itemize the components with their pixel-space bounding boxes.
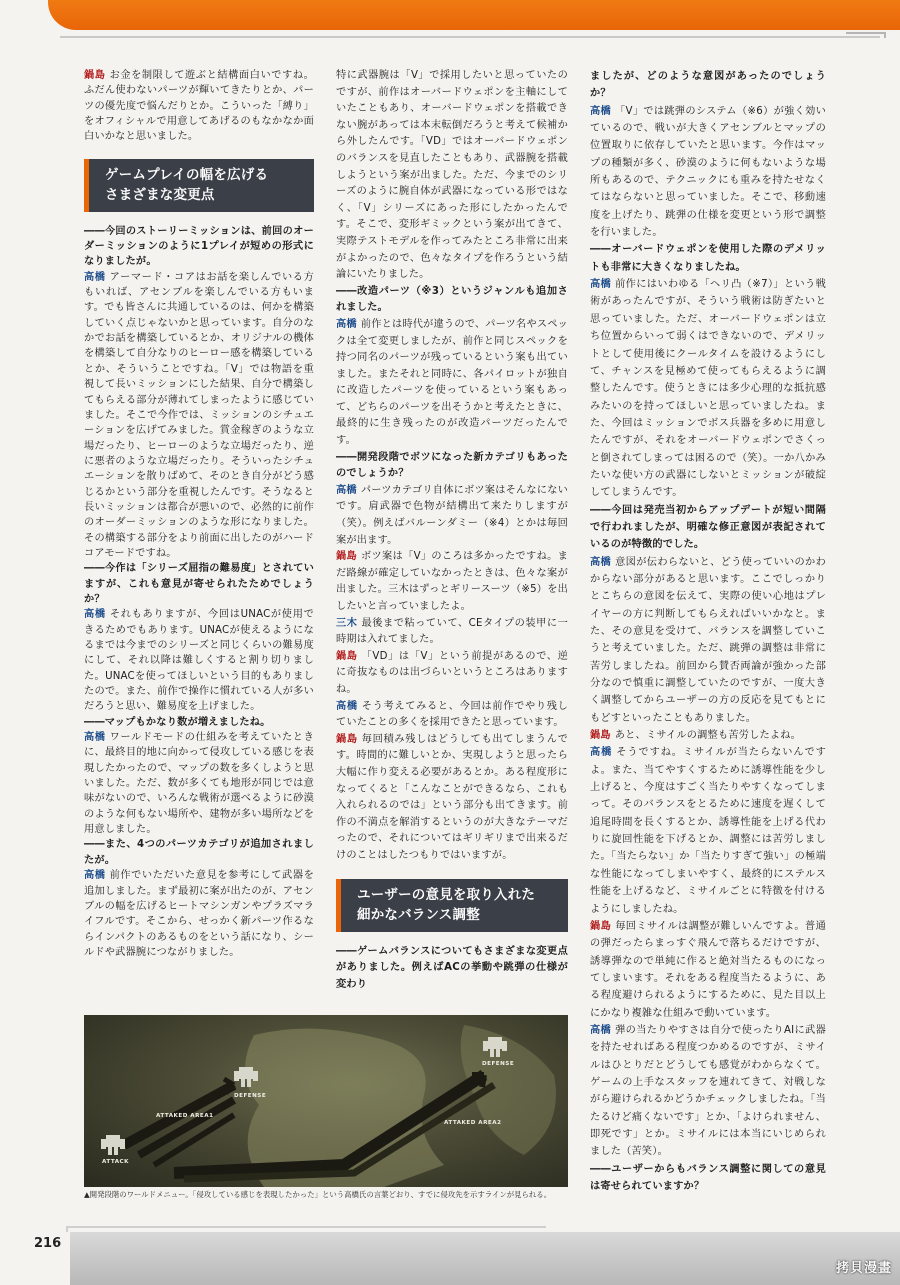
map-label-attack: ATTACK: [102, 1159, 129, 1165]
map-label-attacked-area-2: ATTAKED AREA2: [444, 1120, 502, 1126]
paragraph: [336, 732, 568, 865]
page-number: 216: [34, 1236, 62, 1251]
paragraph: [590, 276, 826, 501]
top-corner-decoration: [846, 32, 886, 38]
speaker-takahashi: 高橋: [84, 870, 106, 882]
paragraph: [336, 483, 568, 549]
heading-line: ユーザーの意見を取り入れた: [357, 886, 536, 903]
paragraph-text: 前作とは時代が違うので、パーツ名やスペックは全て変更しましたが、前作と同じスペックを持つ同名のパーツが残っているという案も出ていました。またそれと同時に、各パイロットが独自に改造したパーツを使っているという案もあって、どちらのパーツを出そうかと考えたときに、最終的に生き残ったのが改造パーツだったんです。: [336, 318, 569, 447]
speaker-takahashi: 高橋: [84, 609, 106, 621]
paragraph-text: アーマード・コアはお話を楽しんでいる方もいれば、アセンブルを楽しんでいる方もいます。でも皆さんに共通しているのは、何かを構築していく点じゃないかと思っています。自分のなかでお話を構築しているとか、オリジナルの機体を構築して自分なりのヒーロー感を構築しているとか、そういうことですね。「V」では物語を重視して長いミッションにした結果、自分で構築してもらえる部分が薄れてしまったように感じていました。そこで今作では、ミッションのシチュエーションを広げてみました。賞金稼ぎのような立場だったり、ヒーローのような立場だったり、逆に悪者のような立場だったり。そういったシチュエーションを散りばめて、そのとき自分がどう感じるかという部分を重視したんです。そうなると長いミッションは都合が悪いので、必然的に前作のオーダーミッションのような形になりました。その構築する部分をより前面に出したのがハードコアモードですね。: [84, 271, 314, 559]
speaker-nabeshima: 鍋島: [590, 920, 612, 932]
heading-line: さまざまな変更点: [105, 186, 215, 203]
paragraph: [590, 103, 826, 242]
screenshot-caption: ▲開発段階のワールドメニュー。「侵攻している感じを表現したかった」という高橋氏の言葉どおり、すでに侵攻先を示すラインが見られる。: [84, 1190, 552, 1199]
interview-question: ――ユーザーからもバランス調整に関しての意見は寄せられていますか？: [590, 1163, 826, 1192]
paragraph-text: 弾の当たりやすさは自分で使ったりAIに武器を持たせればある程度つかめるのですが、ミサイルはひとりだとどうしても感覚がわからなくて。ゲームの上手なスタッフを連れてきて、対戦しながら避けられるかどうかチェックしましたね。「当たるけど痛くないです」とか、「よけられません、即死です」とか。ミサイルには本当にいじめられました（苦笑）。: [590, 1024, 826, 1158]
speaker-nabeshima: 鍋島: [336, 650, 358, 662]
top-divider-line: [60, 36, 880, 38]
heading-line: ゲームプレイの幅を広げる: [105, 166, 269, 183]
paragraph: [590, 744, 826, 917]
speaker-takahashi: 高橋: [84, 732, 106, 744]
interview-question: ――また、4つのパーツカテゴリが追加されましたが。: [84, 839, 314, 866]
paragraph-text: 「V」では跳弾のシステム（※6）が強く効いているので、戦いが大きくアセンブルとマップの位置取りに依存していたと思います。今作はマップの種類が多く、砂漠のように何もないような場所もあるので、テクニックにも重みを持たせなくてはならないと思っていました。そこで、移動速度を上げたり、跳弾の仕様を変更という形で調整を行いました。: [590, 105, 826, 239]
paragraph: [84, 270, 314, 562]
paragraph: [336, 649, 568, 699]
map-label-defense: DEFENSE: [234, 1093, 267, 1099]
section-heading-gameplay: [84, 159, 314, 212]
paragraph-text: それもありますが、今回はUNACが使用できるためでもあります。UNACが使えるようになるまでは今までのシリーズと同じくらいの難易度にして、それ以降は難しくすると割り切りました。UNACを使ってほしいという目的もありましたので。また、前作で操作に慣れている人が多いだろうと思い、難易度を上げました。: [84, 609, 314, 713]
paragraph: [336, 616, 568, 649]
paragraph: [336, 317, 568, 450]
article-column-1: [84, 68, 314, 960]
interview-question: ――今回は発売当初からアップデートが短い間隔で行われましたが、明確な修正意図が表記されているのが特徴的でした。: [590, 504, 826, 551]
paragraph-text: 特に武器腕は「V」で採用したいと思っていたのですが、前作はオーバードウェポンを主軸にしていたこともあり、オーバードウェポンを搭載できない腕があっては本末転倒だろうと考えて候補から外したんです。「VD」ではオーバードウェポンのバランスを見直したこともあり、武器腕を搭載しようという案が出ました。ただ、今までのシリーズのように腕自体が武器になっている形ではなく、「V」シリーズにあった形にしたかったんです。そこで、変形ギミックという案が出てきて、実際テストモデルを作ってみたところ非常に出来がよかったので、色々なタイプを作ろうという結論にいたりました。: [336, 70, 568, 281]
speaker-takahashi: 高橋: [336, 318, 357, 330]
speaker-takahashi: 高橋: [84, 271, 106, 283]
paragraph-text: 意図が伝わらないと、どう使っていいのかわからない部分があると思います。ここでしっかりとこちらの意図を伝えて、実際の使い心地はプレイヤーの方に判断してもらえればいいかなと。また、その意見を受けて、バランスを調整していこうと考えていました。ただ、跳弾の調整は非常に苦労しましたね。前回から賛否両論が強かった部分なので慎重に調整していたのですが、一度大きく調整してからユーザーの方の反応を見てもとにもどすといったこともありました。: [590, 556, 826, 724]
bottom-gray-bar: [0, 1232, 900, 1285]
speaker-nabeshima: 鍋島: [336, 551, 358, 563]
watermark: 拷貝漫畫: [835, 1261, 892, 1276]
speaker-takahashi: 高橋: [590, 105, 612, 117]
paragraph: [336, 549, 568, 615]
paragraph-text: ワールドモードの仕組みを考えていたときに、最終目的地に向かって侵攻している感じを表現したかったので、マップの数を多くしようと思いました。ただ、数が多くても地形が同じでは意味がないので、いろんな戦術が選べるように砂漠のような何もない場所や、建物が多い場所などを用意しました。: [84, 732, 314, 836]
paragraph: [84, 607, 314, 714]
world-menu-screenshot: [84, 1015, 568, 1187]
paragraph: [590, 1022, 826, 1161]
paragraph-text: 最後まで粘っていて、CEタイプの装甲に一時期は入れてました。: [336, 617, 568, 646]
interview-question: ――今作は「シリーズ屈指の難易度」とされていますが、これも意見が寄せられたためでしょうか？: [84, 563, 314, 605]
paragraph-text: 毎回積み残しはどうしても出てしまうんです。時間的に難しいとか、実現しようと思ったら大幅に作り変える必要があるとか。ある程度形になってくると「こんなことができるなら、これも入れられるのでは」という部分も出てきます。前作の不満点を解消するというのが大きなテーマだったので、それについてはギリギリまで出来るだけのことはしたつもりではいますが。: [336, 733, 568, 861]
speaker-takahashi: 高橋: [590, 279, 612, 291]
interview-question: ましたが、どのような意図があったのでしょうか？: [590, 71, 826, 100]
paragraph-text: そうですね。ミサイルが当たらないんですよ。また、当てやすくするために誘導性能を少し上げると、今度はすごく当たりやすくなってしまって。そのバランスをとるために速度を遅くして追尾時間を長くするとか、誘導性能を上げる代わりに旋回性能を下げるとか、調整には苦労しました。「当たらない」か「当たりすぎて強い」の極端な性能になってしまいやすく、最終的にステルス性能を上げるなど、ミサイルごとに特徴を付けるようにしましたね。: [590, 747, 826, 915]
speaker-miki: 三木: [336, 617, 358, 629]
article-column-3: [590, 68, 826, 1195]
paragraph-text: そう考えてみると、今回は前作でやり残していたことの多くを採用できたと思っています。: [336, 700, 568, 729]
paragraph-text: 前作にはいわゆる「ヘリ凸（※7）」という戦術があったんですが、そういう戦術は防ぎたいと思っていました。ただ、オーバードウェポンは立ち位置からいって弱くはできないので、デメリットとして使用後にクールタイムを設けるようにして、チャンスを見極めて使ってもらえるように調整したんです。使うときには多少心理的な抵抗感みたいのを持ってほしいと思っていましたね。また、今回はミッションでボス兵器を多めに用意したんですが、それをオーバードウェポンでさくっと倒されてしまっては困るので（笑）。一か八かみたいな使い方の武器にしないとミッションが破綻してしまうんです。: [590, 279, 826, 499]
speaker-takahashi: 高橋: [590, 556, 612, 568]
paragraph: [336, 699, 568, 732]
interview-question: ――改造パーツ（※3）というジャンルも追加されました。: [336, 285, 568, 314]
paragraph: [590, 727, 826, 744]
speaker-takahashi: 高橋: [590, 1024, 612, 1036]
speaker-takahashi: 高橋: [336, 484, 357, 496]
map-label-defense: DEFENSE: [482, 1061, 515, 1067]
paragraph-text: お金を制限して遊ぶと結構面白いですね。ふだん使わないパーツが輝いてきたりとか、パーツの優先度で悩んだりとか。こういった「縛り」をオフィシャルで用意してあげるのもなかなか面白いかなと思いました。: [84, 70, 314, 143]
speaker-nabeshima: 鍋島: [590, 730, 611, 742]
paragraph: [84, 730, 314, 837]
paragraph-text: パーツカテゴリ自体にボツ案はそんなにないです。肩武器で色物が結構出て来たりしますが（笑）。例えばバルーンダミー（※4）とかは毎回案が出ます。: [336, 484, 568, 546]
interview-question: ――オーバードウェポンを使用した際のデメリットも非常に大きくなりましたね。: [590, 244, 826, 273]
paragraph-text: あと、ミサイルの調整も苦労したよね。: [614, 730, 802, 742]
speaker-nabeshima: 鍋島: [84, 70, 106, 81]
article-column-2: [336, 68, 568, 993]
world-map-graphic: [84, 1015, 568, 1187]
paragraph-text: 前作でいただいた意見を参考にして武器を追加しました。まず最初に案が出たのが、アセンブルの幅を広げるヒートマシンガンやプラズマライフルです。そこから、せっかく新パーツ作るならインパクトのあるものをという話になり、シールドや武器腕につながりました。: [84, 870, 314, 958]
mech-icon: [101, 1135, 125, 1155]
speaker-takahashi: 高橋: [336, 700, 358, 712]
speaker-takahashi: 高橋: [590, 747, 613, 759]
interview-question: ――開発段階でボツになった新カテゴリもあったのでしょうか？: [336, 451, 568, 480]
map-label-attacked-area-1: ATTAKED AREA1: [156, 1113, 214, 1119]
paragraph: [590, 918, 826, 1022]
paragraph: [590, 554, 826, 727]
continent-shape: [461, 1025, 556, 1155]
paragraph-text: 毎回ミサイルは調整が難しいんですよ。普通の弾だったらまっすぐ飛んで落ちるだけですが、誘導弾なので単純に作ると絶対当たるものになってしまいます。それをある程度当たるように、ある程度避けられるようにするために、見た目以上にかなり複雑な仕組みで動いています。: [590, 920, 826, 1019]
top-orange-bar: [48, 0, 900, 30]
interview-question: ――マップもかなり数が増えましたね。: [84, 716, 271, 728]
paragraph: [84, 868, 314, 960]
paragraph: [84, 68, 314, 145]
paragraph-text: 「VD」は「V」という前提があるので、逆に奇抜なものは出づらいというところはありますね。: [336, 650, 568, 695]
interview-question: ――今回のストーリーミッションは、前回のオーダーミッションのように1プレイが短めの形式になりましたが。: [84, 225, 314, 268]
speaker-nabeshima: 鍋島: [336, 733, 358, 745]
paragraph-text: ボツ案は「V」のころは多かったですね。まだ路線が確定していなかったときは、色々な案が出ました。三木はずっとギリースーツ（※5）を出したいと言っていましたよ。: [336, 551, 568, 612]
interview-question: ――ゲームバランスについてもさまざまな変更点がありました。例えばACの挙動や跳弾の仕様が変わり: [336, 945, 568, 990]
section-heading-balance: [336, 879, 568, 932]
heading-line: 細かなバランス調整: [357, 906, 480, 923]
